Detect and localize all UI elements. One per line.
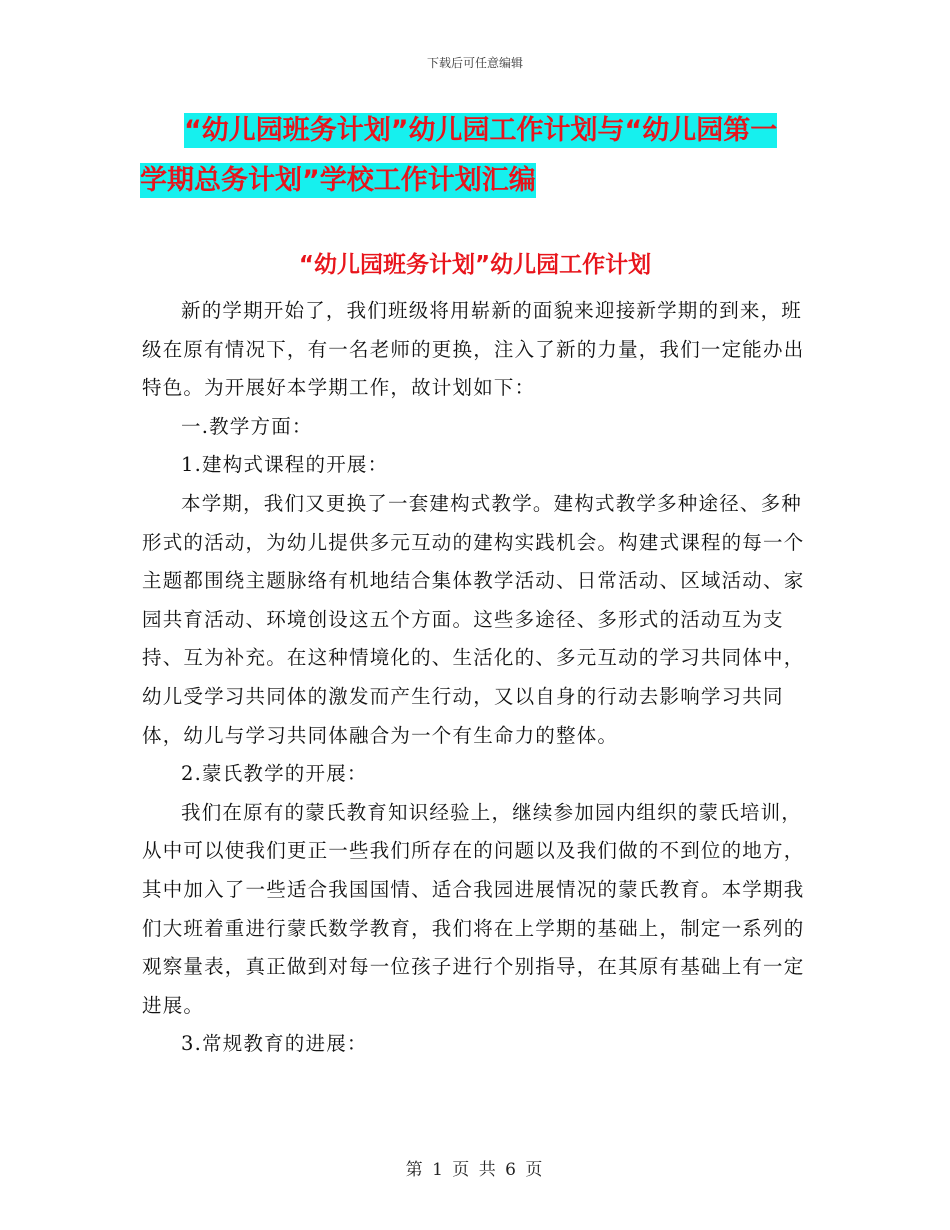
heading-constructive-course: 1.建构式课程的开展：	[181, 453, 389, 477]
header-note: 下载后可任意编辑	[426, 56, 523, 70]
heading-teaching: 一.教学方面：	[181, 414, 313, 438]
section-title: “幼儿园班务计划”幼儿园工作计划	[298, 252, 652, 278]
document-title	[140, 106, 820, 206]
paragraph-constructive-course: 本学期，我们又更换了一套建构式教学。建构式教学多种途径、多种形式的活动，为幼儿提供多元互动的建构实践机会。构建式课程的每一个主题都围绕主题脉络有机地结合集体教学活动、日常活动、区域活动、家园共育活动、环境创设这五个方面。这些多途径、多形式的活动互为支持、互为补充。在这种情境化的、生活化的、多元互动的学习共同体中，幼儿受学习共同体的激发而产生行动，又以自身的行动去影响学习共同体，幼儿与学习共同体融合为一个有生命力的整体。	[142, 491, 805, 747]
title-highlight-2: 学期总务计划”学校工作计划汇编	[140, 165, 536, 196]
heading-routine-education: 3.常规教育的进展：	[181, 1032, 368, 1056]
page-footer: 第 1 页 共 6 页	[405, 1160, 545, 1180]
title-highlight-1: “幼儿园班务计划”幼儿园工作计划与“幼儿园第一	[184, 115, 778, 146]
body-text	[142, 292, 808, 1064]
document-title-line-2	[140, 156, 820, 206]
document-title-line-1	[184, 106, 820, 156]
heading-montessori: 2.蒙氏教学的开展：	[181, 762, 368, 786]
paragraph-intro: 新的学期开始了，我们班级将用崭新的面貌来迎接新学期的到来，班级在原有情况下，有一名老师的更换，注入了新的力量，我们一定能办出特色。为开展好本学期工作，故计划如下：	[142, 299, 805, 400]
paragraph-montessori: 我们在原有的蒙氏教育知识经验上，继续参加园内组织的蒙氏培训，从中可以使我们更正一些我们所存在的问题以及我们做的不到位的地方，其中加入了一些适合我国国情、适合我园进展情况的蒙氏教育。本学期我们大班着重进行蒙氏数学教育，我们将在上学期的基础上，制定一系列的观察量表，真正做到对每一位孩子进行个别指导，在其原有基础上有一定进展。	[142, 800, 805, 1017]
